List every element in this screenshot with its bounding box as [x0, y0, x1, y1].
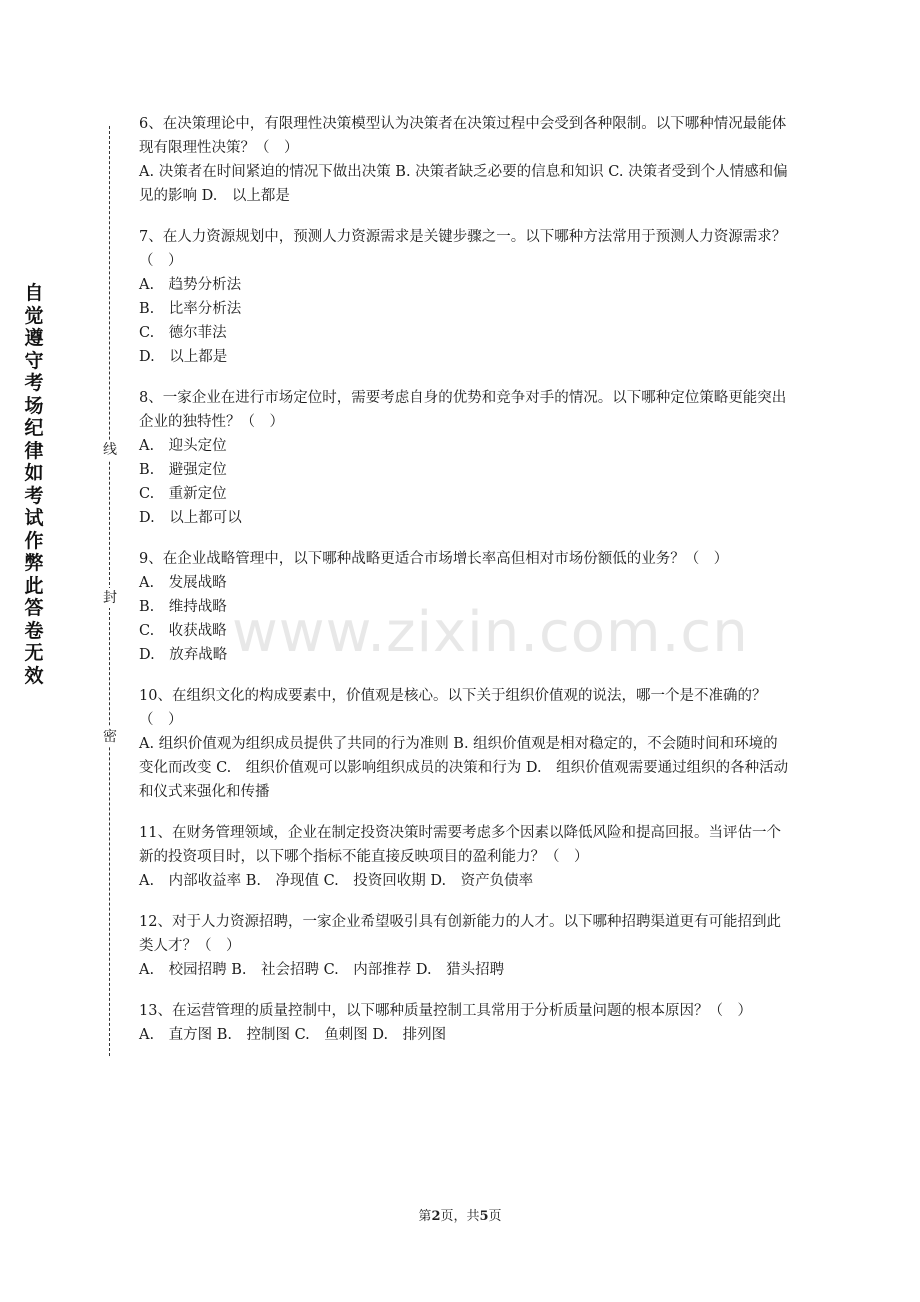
- question-stem: 7、在人力资源规划中，预测人力资源需求是关键步骤之一。以下哪种方法常用于预测人力资源需求？（ ）: [139, 229, 787, 269]
- page-footer: [0, 1205, 920, 1224]
- question-13: [139, 999, 789, 1047]
- option-line: A. 直方图 B. 控制图 C. 鱼刺图 D. 排列图: [139, 1027, 447, 1043]
- question-stem: 8、一家企业在进行市场定位时，需要考虑自身的优势和竞争对手的情况。以下哪种定位策略更能突出企业的独特性？（ ）: [139, 390, 787, 430]
- question-9: [139, 547, 789, 667]
- option-line: A. 校园招聘 B. 社会招聘 C. 内部推荐 D. 猎头招聘: [139, 962, 505, 978]
- option-d: D. 以上都是: [139, 349, 228, 365]
- question-10: [139, 684, 789, 804]
- question-stem: 10、在组织文化的构成要素中，价值观是核心。以下关于组织价值观的说法，哪一个是不准确的？（ ）: [139, 688, 767, 728]
- exam-discipline-notice: 自觉遵守考场纪律如考试作弊此答卷无效: [24, 282, 44, 687]
- option-line: A. 内部收益率 B. 净现值 C. 投资回收期 D. 资产负债率: [139, 873, 534, 889]
- current-page-number: 2: [431, 1209, 441, 1224]
- option-a: A. 迎头定位: [139, 438, 227, 454]
- seal-mark-secret: 密: [103, 729, 117, 745]
- question-stem: 13、在运营管理的质量控制中，以下哪种质量控制工具常用于分析质量问题的根本原因？（ ）: [139, 1003, 752, 1019]
- option-c: C. 德尔菲法: [139, 325, 227, 341]
- question-list: [139, 112, 789, 1064]
- question-stem: 6、在决策理论中，有限理性决策模型认为决策者在决策过程中会受到各种限制。以下哪种情况最能体现有限理性决策？（ ）: [139, 116, 787, 156]
- option-line: A. 决策者在时间紧迫的情况下做出决策 B. 决策者缺乏必要的信息和知识 C. 决策者受到个人情感和偏见的影响 D. 以上都是: [139, 164, 788, 204]
- footer-middle: 页，共: [440, 1209, 480, 1224]
- question-stem: 11、在财务管理领域，企业在制定投资决策时需要考虑多个因素以降低风险和提高回报。当评估一个新的投资项目时，以下哪个指标不能直接反映项目的盈利能力？（ ）: [139, 825, 781, 865]
- total-pages-number: 5: [479, 1209, 489, 1224]
- footer-prefix: 第: [418, 1209, 432, 1224]
- question-6: [139, 112, 789, 208]
- option-d: D. 以上都可以: [139, 510, 242, 526]
- option-c: C. 收获战略: [139, 623, 227, 639]
- option-a: A. 发展战略: [139, 575, 227, 591]
- question-7: [139, 225, 789, 369]
- option-d: D. 放弃战略: [139, 647, 228, 663]
- option-line: A. 组织价值观为组织成员提供了共同的行为准则 B. 组织价值观是相对稳定的，不会随时间和环境的变化而改变 C. 组织价值观可以影响组织成员的决策和行为 D. 组织价值观需要通过组织的各种活动和仪式来强化和传播: [139, 736, 789, 800]
- option-b: B. 避强定位: [139, 462, 227, 478]
- question-stem: 9、在企业战略管理中，以下哪种战略更适合市场增长率高但相对市场份额低的业务？（ ）: [139, 551, 729, 567]
- option-b: B. 比率分析法: [139, 301, 242, 317]
- option-a: A. 趋势分析法: [139, 277, 242, 293]
- footer-suffix: 页: [488, 1209, 502, 1224]
- question-11: [139, 821, 789, 893]
- question-8: [139, 386, 789, 530]
- seal-mark-seal: 封: [103, 590, 117, 606]
- question-stem: 12、对于人力资源招聘，一家企业希望吸引具有创新能力的人才。以下哪种招聘渠道更有可能招到此类人才？（ ）: [139, 914, 781, 954]
- seal-mark-line: 线: [103, 442, 117, 458]
- option-c: C. 重新定位: [139, 486, 227, 502]
- watermark: www.zixin.com.cn: [232, 600, 749, 665]
- option-b: B. 维持战略: [139, 599, 227, 615]
- question-12: [139, 910, 789, 982]
